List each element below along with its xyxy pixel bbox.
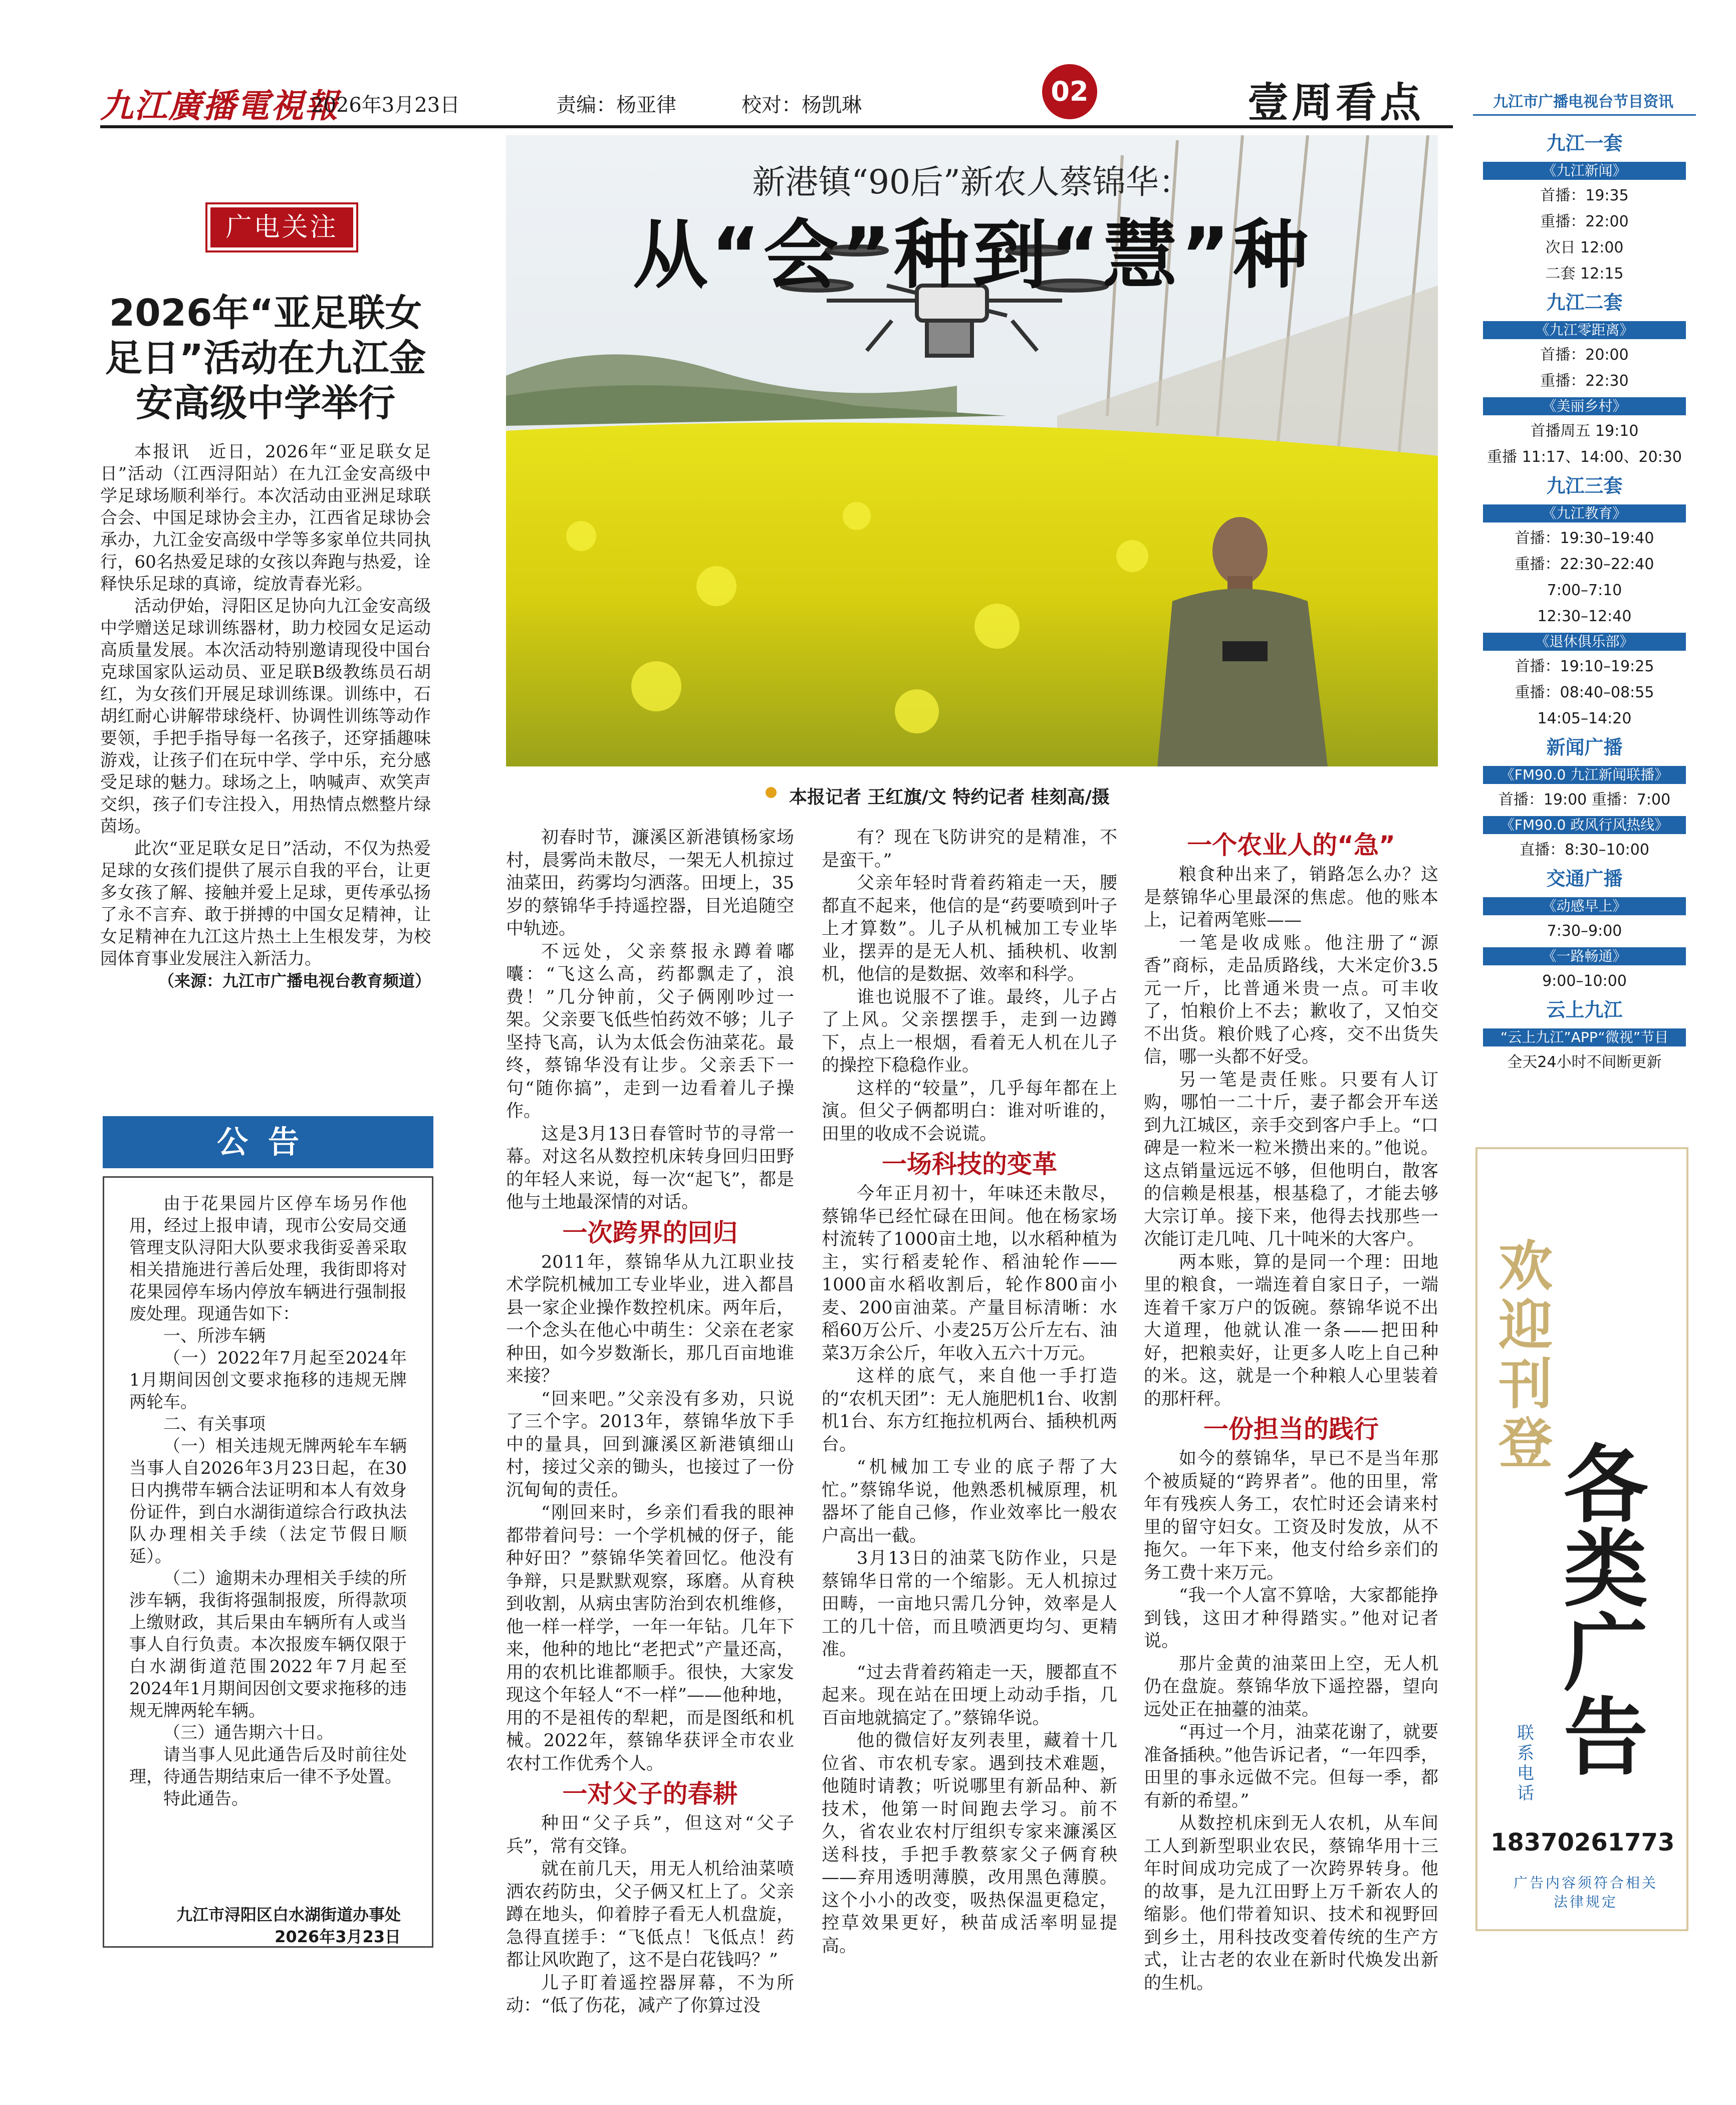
notice-paragraph: 请当事人见此通告后及时前往处理，待通告期结束后一律不予处置。 xyxy=(129,1745,407,1787)
article-paragraph: 谁也说服不了谁。最终，儿子占了上风。父亲摆摆手，走到一边蹲下，点上一根烟，看着无人机在儿子的操控下稳稳作业。 xyxy=(822,987,1117,1076)
article-paragraph: 两本账，算的是同一个理：田地里的粮食，一端连着自家日子，一端连着千家万户的饭碗。蔡锦华说不出大道理，他就认准一条——把田种好，把粮卖好，让更多人吃上自己种的米。这，就是一个种粮人心里装着的那杆秤。 xyxy=(1144,1252,1438,1409)
subheading: 一个农业人的“急” xyxy=(1187,831,1395,860)
subheading: 一对父子的春耕 xyxy=(562,1779,738,1808)
schedule-time: 7:00–7:10 xyxy=(1547,582,1622,599)
article-paragraph: 粮食种出来了，销路怎么办？这是蔡锦华心里最深的焦虑。他的账本上，记着两笔账—— xyxy=(1144,865,1438,930)
ad-phone-number: 18370261773 xyxy=(1491,1828,1675,1857)
ad-contact-label: 联系电话 xyxy=(1517,1723,1534,1803)
article-paragraph: 一笔是收成账。他注册了“源香”商标，走品质路线，大米定价3.5元一斤，比普通米贵一点。可丰收了，怕粮价上不去；歉收了，又怕交不出货。粮价贱了心疼，交不出货失信，哪一头都不好受。 xyxy=(1144,933,1438,1067)
notice-paragraph: 特此通告。 xyxy=(163,1789,249,1809)
program-name: 《FM90.0 政风行风热线》 xyxy=(1483,816,1686,834)
channel-name: 九江一套 xyxy=(1546,132,1623,154)
article-paragraph: “回来吧。”父亲没有多劝，只说了三个字。2013年，蔡锦华放下手中的量具，回到濂溪区新港镇细山村，接过父亲的锄头，也接过了一份沉甸甸的责任。 xyxy=(506,1389,794,1500)
program-name: 《FM90.0 九江新闻联播》 xyxy=(1483,766,1686,784)
newspaper-logo: 九江廣播電視報 xyxy=(100,86,339,125)
notice-date: 2026年3月23日 xyxy=(275,1927,401,1946)
program-guide-heading: 九江市广播电视台节目资讯 xyxy=(1493,93,1673,111)
channel-name: 交通广播 xyxy=(1546,868,1623,890)
notice-paragraph: 一、所涉车辆 xyxy=(163,1326,266,1346)
left-article-body xyxy=(100,441,431,992)
column-tag xyxy=(205,202,358,252)
notice-paragraph: 二、有关事项 xyxy=(163,1414,266,1434)
schedule-time: 重播 11:17、14:00、20:30 xyxy=(1487,448,1682,466)
proofreader-credit: 校对：杨凯琳 xyxy=(741,94,862,117)
article-paragraph: “过去背着药箱走一天，腰都直不起来。现在站在田埂上动动手指，几百亩地就搞定了。”蔡锦华说。 xyxy=(822,1662,1117,1728)
schedule-time: 二套 12:15 xyxy=(1545,265,1624,283)
program-name: 《九江零距离》 xyxy=(1483,321,1686,339)
subheading: 一份担当的践行 xyxy=(1203,1415,1379,1444)
article-paragraph: 2011年，蔡锦华从九江职业技术学院机械加工专业毕业，进入都昌县一家企业操作数控机床。两年后，一个念头在他心中萌生：父亲在老家种田，如今岁数渐长，那几百亩地谁来接？ xyxy=(506,1252,794,1386)
editor-credit: 责编：杨亚律 xyxy=(556,94,676,117)
article-paragraph: 初春时节，濂溪区新港镇杨家场村，晨雾尚未散尽，一架无人机掠过油菜田，药雾均匀洒落。田埂上，35岁的蔡锦华手持遥控器，目光追随空中轨迹。 xyxy=(506,828,794,939)
article-paragraph: 父亲年轻时背着药箱走一天，腰都直不起来，他信的是“药要喷到叶子上才算数”。儿子从机械加工专业毕业，摆弄的是无人机、插秧机、收割机，他信的是数据、效率和科学。 xyxy=(822,873,1117,984)
channel-name: 九江二套 xyxy=(1546,292,1623,314)
program-name: 《美丽乡村》 xyxy=(1483,397,1686,415)
notice-heading: 公告 xyxy=(103,1116,433,1168)
subheading: 一次跨界的回归 xyxy=(562,1218,738,1247)
feature-title: 从“会”种到“慧”种 xyxy=(632,212,1312,299)
left-paragraph: 此次“亚足联女足日”活动，不仅为热爱足球的女孩们提供了展示自我的平台，让更多女孩了解、接触并爱上足球，更传承弘扬了永不言弃、敢于拼搏的中国女足精神，让女足精神在九江这片热土上生根发芽，为校园体育事业发展注入新活力。 xyxy=(100,839,431,969)
article-column-3 xyxy=(1144,827,1438,1995)
schedule-time: 首播：19:00 重播：7:00 xyxy=(1498,791,1671,809)
notice-paragraph: （三）通告期六十日。 xyxy=(163,1723,334,1743)
schedule-time: 12:30–12:40 xyxy=(1537,608,1632,625)
article-column-1 xyxy=(506,827,794,2018)
article-paragraph: 那片金黄的油菜田上空，无人机仍在盘旋。蔡锦华放下遥控器，望向远处正在抽薹的油菜。 xyxy=(1144,1654,1438,1720)
schedule-time: 直播：8:30–10:00 xyxy=(1520,841,1649,859)
page-number-badge: 02 xyxy=(1042,64,1097,119)
schedule-time: 重播：22:30 xyxy=(1540,372,1629,390)
article-paragraph: 另一笔是责任账。只要有人订购，哪怕一二十斤，妻子都会开车送到九江城区，亲手交到客户手上。“口碑是一粒米一粒米攒出来的。”他说。这点销量远远不够，但他明白，散客的信赖是根基，根基稳了，才能去够大宗订单。接下来，他得去找那些一次能订走几吨、几十吨米的大客户。 xyxy=(1144,1070,1438,1249)
notice-signature xyxy=(115,1904,401,1948)
section-title: 壹周看点 xyxy=(1248,79,1424,127)
schedule-time: 7:30–9:00 xyxy=(1547,922,1622,940)
schedule-time: 首播：19:10–19:25 xyxy=(1515,658,1654,675)
program-name: “云上九江”APP“微视”节目 xyxy=(1483,1028,1686,1046)
ad-legal-note: 广告内容须符合相关法律规定 xyxy=(1513,1875,1658,1910)
article-paragraph: 儿子盯着遥控器屏幕，不为所动：“低了伤花，减产了你算过没 xyxy=(506,1973,794,2016)
schedule-time: 首播：19:30–19:40 xyxy=(1515,530,1654,547)
article-paragraph: 如今的蔡锦华，早已不是当年那个被质疑的“跨界者”。他的田里，常年有残疾人务工，农忙时还会请来村里的留守妇女。工资及时发放，从不拖欠。一年下来，他支付给乡亲们的务工费十来万元。 xyxy=(1144,1449,1438,1583)
article-paragraph: 种田“父子兵”，但这对“父子兵”，常有交锋。 xyxy=(506,1813,794,1857)
article-paragraph: 他的微信好友列表里，藏着十几位省、市农机专家。遇到技术难题，他随时请教；听说哪里有新品种、新技术，他第一时间跑去学习。前不久，省农业农村厅组织专家来濂溪区送科技，手把手教蔡家父子俩育秧——弃用透明薄膜，改用黑色薄膜。这个小小的改变，吸热保温更稳定，控草效果更好，秧苗成活率明显提高。 xyxy=(822,1731,1117,1956)
photo-credit: 本报记者 王红旗/文 特约记者 桂刻高/摄 xyxy=(789,787,1110,808)
program-name: 《动感早上》 xyxy=(1483,897,1686,915)
feature-subtitle: 新港镇“90后”新农人蔡锦华： xyxy=(752,163,1192,201)
schedule-time: 次日 12:00 xyxy=(1545,239,1624,256)
ad-kinds-text: 各类广告 xyxy=(1564,1435,1648,1787)
issue-date: 2026年3月23日 xyxy=(311,94,460,117)
notice-signer: 九江市浔阳区白水湖街道办事处 xyxy=(176,1905,401,1924)
bullet-icon xyxy=(766,787,777,798)
notice-paragraph: （一）2022年7月起至2024年1月期间因创文要求拖移的违规无牌两轮车。 xyxy=(129,1348,407,1412)
left-source: （来源：九江市广播电视台教育频道） xyxy=(158,971,431,990)
article-paragraph: 这样的底气，来自他一手打造的“农机天团”：无人施肥机1台、收割机1台、东方红拖拉机两台、插秧机两台。 xyxy=(822,1366,1117,1455)
article-paragraph: 有？现在飞防讲究的是精准，不是蛮干。” xyxy=(822,828,1117,871)
program-name: 《九江教育》 xyxy=(1483,504,1686,522)
article-paragraph: 这样的“较量”，几乎每年都在上演。但父子俩都明白：谁对听谁的，田里的收成不会说谎。 xyxy=(822,1078,1117,1144)
program-name: 《一路畅通》 xyxy=(1483,947,1686,965)
schedule-time: 重播：22:30–22:40 xyxy=(1515,556,1654,573)
subheading: 一场科技的变革 xyxy=(882,1150,1057,1179)
program-name: 《九江新闻》 xyxy=(1483,162,1686,180)
article-paragraph: “再过一个月，油菜花谢了，就要准备插秧。”他告诉记者，“一年四季，田里的事永远做不完。但每一季，都有新的希望。” xyxy=(1144,1722,1438,1811)
left-headline: 2026年“亚足联女足日”活动在九江金安高级中学举行 xyxy=(105,292,426,425)
schedule-time: 首播：20:00 xyxy=(1540,346,1629,364)
article-paragraph: 不远处，父亲蔡报永蹲着嘟囔：“飞这么高，药都飘走了，浪费！”几分钟前，父子俩刚吵过一架。父亲要飞低些怕药效不够；儿子坚持飞高，认为太低会伤油菜花。最终，蔡锦华没有让步。父亲丢下一句“随你搞”，走到一边看着儿子操作。 xyxy=(506,941,794,1121)
schedule-time: 重播：22:00 xyxy=(1540,213,1629,230)
notice-body xyxy=(103,1176,433,1948)
notice-paragraph: （二）逾期未办理相关手续的所涉车辆，我街将强制报废，所得款项上缴财政，其后果由车辆所有人或当事人自行负责。本次报废车辆仅限于白水湖街道范围2022年7月起至2024年1月期间因创文要求拖移的违规无牌两轮车辆。 xyxy=(129,1568,407,1721)
schedule-time: 14:05–14:20 xyxy=(1537,710,1632,727)
article-paragraph: 就在前几天，用无人机给油菜喷洒农药防虫，父子俩又杠上了。父亲蹲在地头，仰着脖子看无人机盘旋，急得直搓手：“飞低点！飞低点！药都让风吹跑了，这不是白花钱吗？” xyxy=(506,1859,794,1970)
divider xyxy=(1473,114,1696,116)
left-paragraph: 活动伊始，浔阳区足协向九江金安高级中学赠送足球训练器材，助力校园女足运动高质量发展。本次活动特别邀请现役中国台克球国家队运动员、亚足联B级教练员石胡红，为女孩们开展足球训练课。训练中，石胡红耐心讲解带球绕杆、协调性训练等动作要领，手把手指导每一名孩子，还穿插趣味游戏，让孩子们在玩中学、学中乐，充分感受足球的魅力。球场之上，呐喊声、欢笑声交织，孩子们专注投入，用热情点燃整片绿茵场。 xyxy=(100,596,431,837)
article-paragraph: 今年正月初十，年味还未散尽，蔡锦华已经忙碌在田间。他在杨家场村流转了1000亩土地，以水稻种植为主，实行稻麦轮作、稻油轮作——1000亩水稻收割后，轮作800亩小麦、200亩油菜。产量目标清晰：水稻60万公斤、小麦25万公斤左右、油菜3万余公斤，年收入五六十万元。 xyxy=(822,1184,1117,1364)
article-column-2 xyxy=(822,827,1117,1958)
article-paragraph: “我一个人富不算啥，大家都能挣到钱，这田才种得踏实。”他对记者说。 xyxy=(1144,1586,1438,1651)
notice-paragraph: 由于花果园片区停车场另作他用，经过上报申请，现市公安局交通管理支队浔阳大队要求我街妥善采取相关措施进行善后处理，我街即将对花果园停车场内停放车辆进行强制报废处理。现通告如下： xyxy=(129,1194,407,1324)
channel-name: 九江三套 xyxy=(1546,475,1623,497)
article-paragraph: “机械加工专业的底子帮了大忙。”蔡锦华说，他熟悉机械原理，机器坏了能自己修，作业效率比一般农户高出一截。 xyxy=(822,1457,1117,1546)
article-paragraph: “刚回来时，乡亲们看我的眼神都带着问号：一个学机械的伢子，能种好田？”蔡锦华笑着回忆。他没有争辩，只是默默观察，琢磨。从育秧到收割，从病虫害防治到农机维修，他一样一样学，一年一年钻。几年下来，他种的地比“老把式”产量还高，用的农机比谁都顺手。很快，大家发现这个年轻人“不一样”——他种地，用的不是祖传的犁耙，而是图纸和机械。2022年，蔡锦华获评全市农业农村工作优秀个人。 xyxy=(506,1503,794,1774)
channel-name: 新闻广播 xyxy=(1546,736,1623,758)
ad-welcome-text: 欢迎刊登 xyxy=(1498,1235,1553,1475)
channel-name: 云上九江 xyxy=(1546,999,1623,1021)
column-tag-label: 广电关注 xyxy=(210,207,353,247)
program-name: 《退休俱乐部》 xyxy=(1483,633,1686,651)
article-paragraph: 这是3月13日春管时节的寻常一幕。对这名从数控机床转身回归田野的年轻人来说，每一次“起飞”，都是他与土地最深情的对话。 xyxy=(506,1124,794,1212)
left-paragraph: 本报讯 近日，2026年“亚足联女足日”活动（江西浔阳站）在九江金安高级中学足球场顺利举行。本次活动由亚洲足球联合会、中国足球协会主办，江西省足球协会承办，九江金安高级中学等多家单位共同执行，60名热爱足球的女孩以奔跑与热爱，诠释快乐足球的真谛，绽放青春光彩。 xyxy=(100,442,431,594)
schedule-time: 9:00–10:00 xyxy=(1542,972,1627,990)
notice-paragraph: （一）相关违规无牌两轮车车辆当事人自2026年3月23日起，在30日内携带车辆合法证明和本人有效身份证件，到白水湖街道综合行政执法队办理相关手续（法定节假日顺延）。 xyxy=(129,1436,407,1566)
article-paragraph: 从数控机床到无人农机，从车间工人到新型职业农民，蔡锦华用十三年时间成功完成了一次跨界转身。他的故事，是九江田野上万千新农人的缩影。他们带着知识、技术和视野回到乡土，用科技改变着传统的生产方式，让古老的农业在新时代焕发出新的生机。 xyxy=(1144,1813,1438,1993)
article-paragraph: 3月13日的油菜飞防作业，只是蔡锦华日常的一个缩影。无人机掠过田畴，一亩地只需几分钟，效率是人工的几十倍，而且喷洒更均匀、更精准。 xyxy=(822,1548,1117,1660)
schedule-time: 重播：08:40–08:55 xyxy=(1515,684,1654,701)
schedule-time: 首播：19:35 xyxy=(1540,187,1629,204)
schedule-time: 全天24小时不间断更新 xyxy=(1507,1054,1662,1071)
schedule-time: 首播周五 19:10 xyxy=(1530,422,1639,440)
program-guide xyxy=(1473,128,1696,1076)
